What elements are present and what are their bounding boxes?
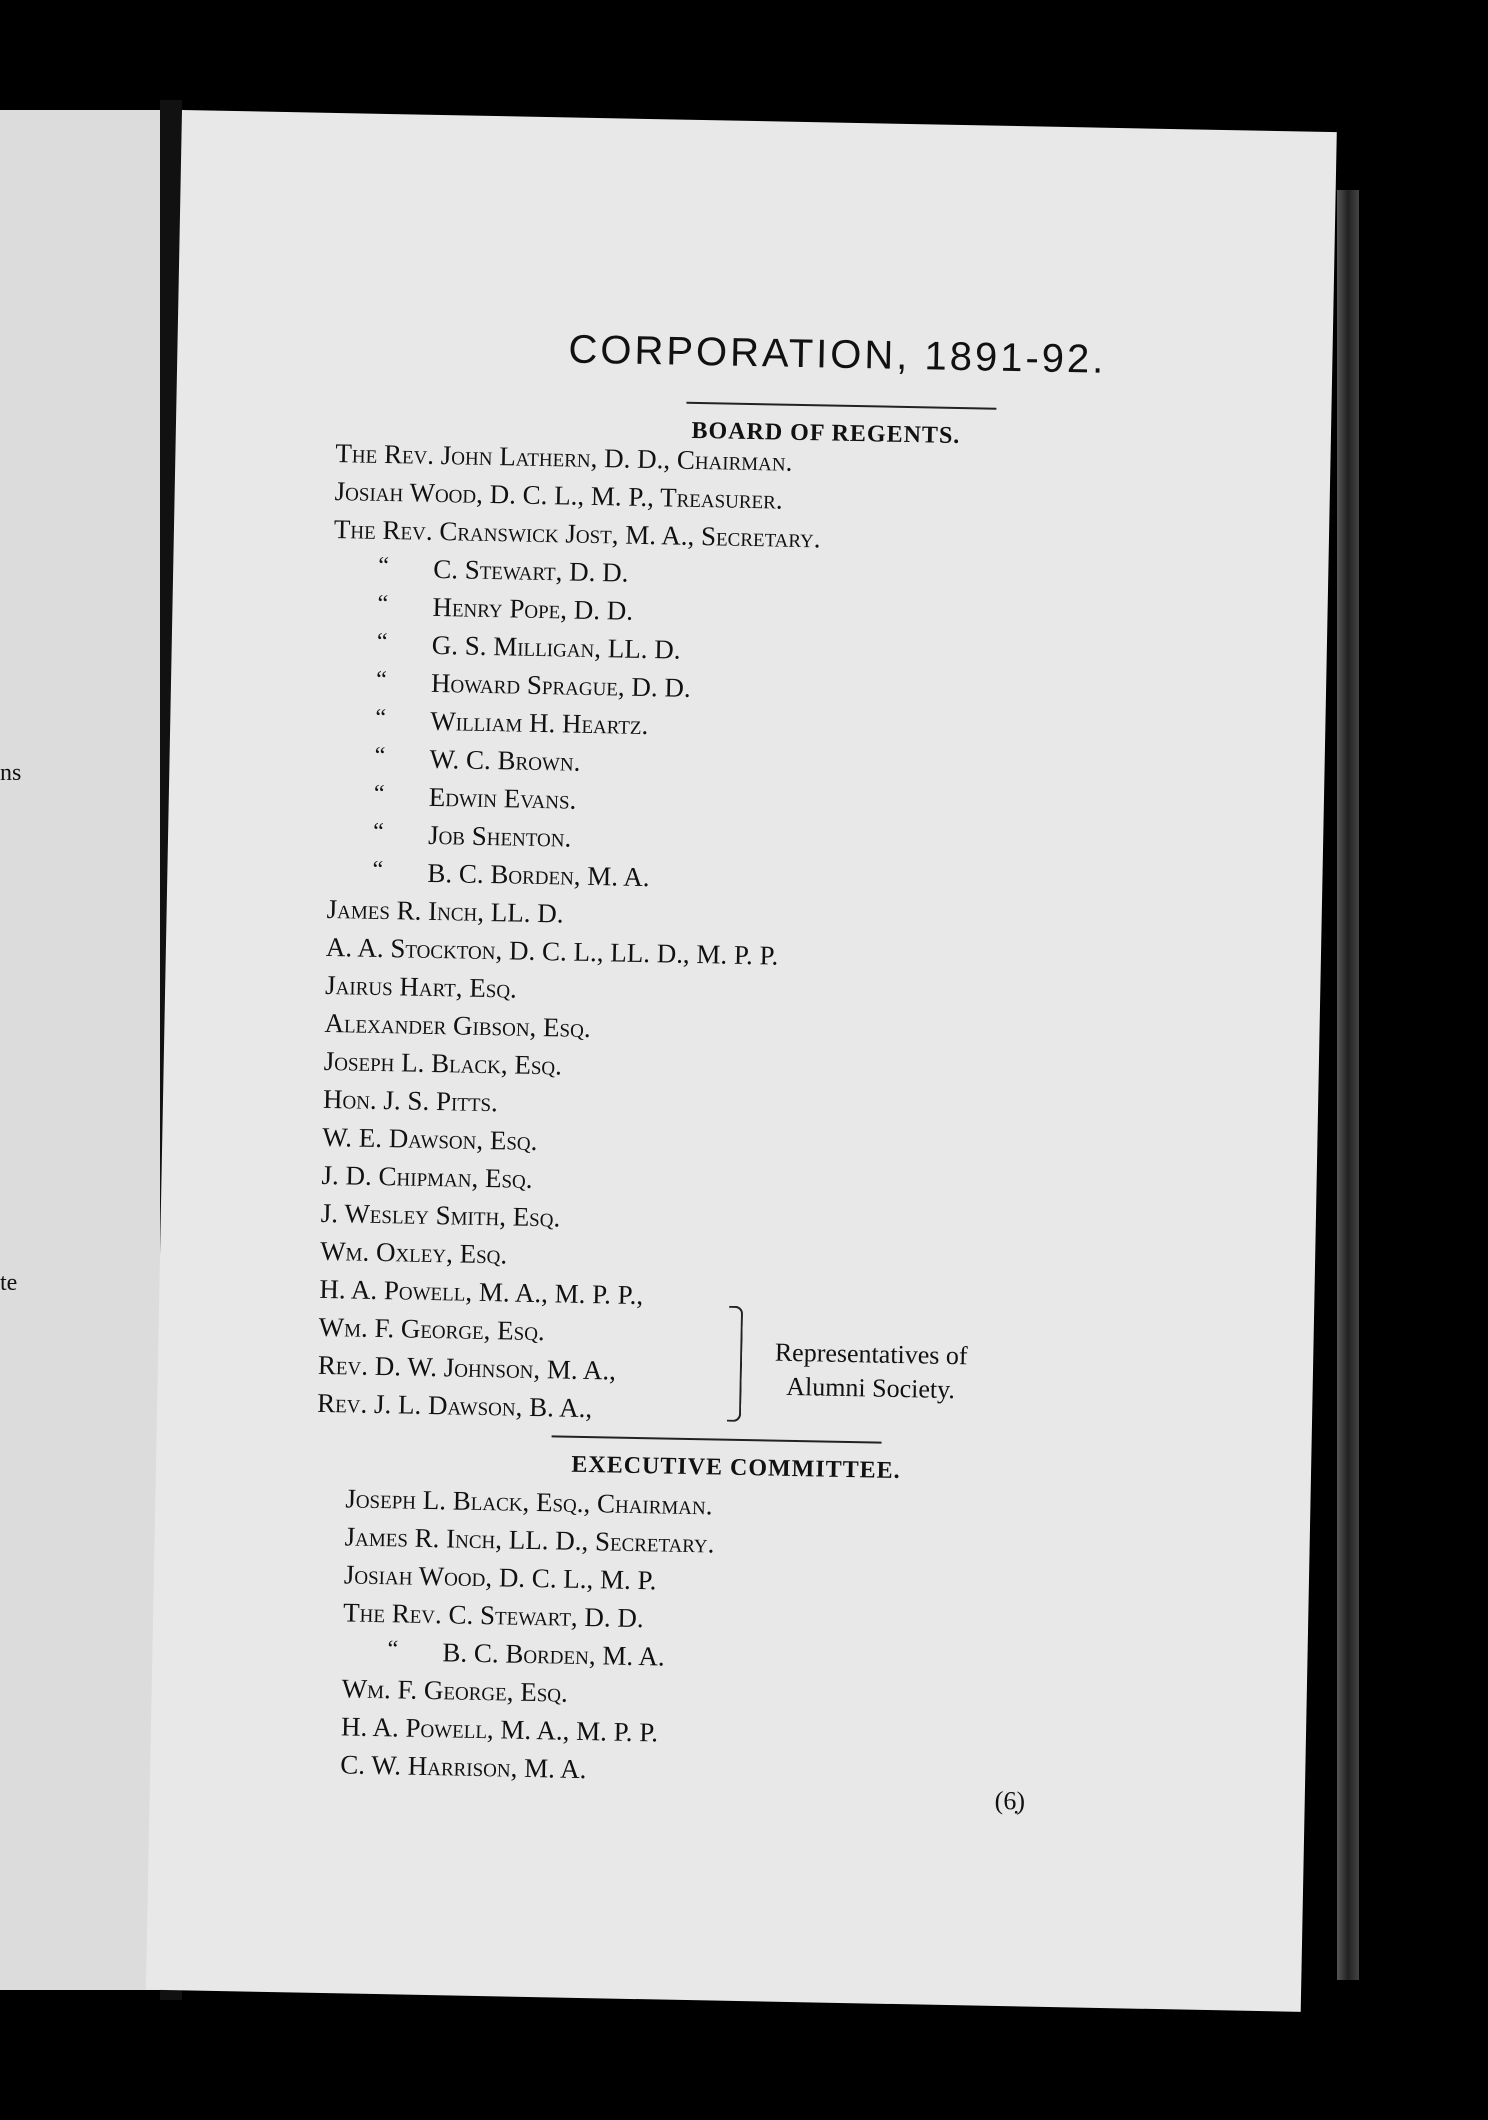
alumni-bracket (727, 1306, 743, 1422)
ditto-mark: “ (387, 1636, 399, 1663)
member-name: Howard Sprague, D. D. (430, 667, 691, 703)
member-name: Wm. Oxley, Esq. (319, 1235, 508, 1270)
member-name: William H. Heartz. (430, 705, 649, 741)
member-name: Rev. J. L. Dawson, B. A., (316, 1387, 593, 1424)
ditto-mark: “ (372, 856, 384, 883)
executive-rule (552, 1435, 882, 1443)
member-name: H. A. Powell, M. A., M. P. P., (319, 1273, 644, 1311)
ditto-mark: “ (375, 704, 387, 732)
member-name: Wm. F. George, Esq. (318, 1311, 546, 1347)
member-name: B. C. Borden, M. A. (427, 857, 650, 893)
ditto-mark: “ (372, 818, 385, 846)
ditto-mark: “ (378, 552, 390, 580)
book-page (146, 110, 1337, 2012)
member-name: G. S. Milligan, LL. D. (431, 629, 681, 665)
member-name: W. C. Brown. (429, 743, 581, 777)
alumni-note: Representatives of Alumni Society. (774, 1337, 968, 1405)
member-name: Job Shenton. (427, 819, 572, 853)
page-title: CORPORATION, 1891-92. (568, 327, 1107, 382)
ditto-mark: “ (377, 590, 389, 618)
member-name: Josiah Wood, D. C. L., M. P., Treasurer. (334, 476, 783, 515)
page-number: (6̣) (994, 1785, 1026, 1816)
member-name: Joseph L. Black, Esq., Chairman. (345, 1483, 713, 1521)
member-name: C. W. Harrison, M. A. (339, 1749, 587, 1785)
page-content (146, 110, 1337, 2012)
ditto-mark: “ (374, 742, 386, 770)
left-page-text: ns (0, 760, 22, 786)
executive-heading: EXECUTIVE COMMITTEE. (571, 1451, 901, 1485)
member-name: H. A. Powell, M. A., M. P. P. (340, 1711, 659, 1748)
member-name: Hon. J. S. Pitts. (322, 1083, 499, 1118)
member-name: Rev. D. W. Johnson, M. A., (317, 1349, 617, 1386)
ditto-mark: “ (373, 780, 385, 808)
board-heading: BOARD OF REGENTS. (691, 417, 961, 449)
member-name: The Rev. Cranswick Jost, M. A., Secretary. (333, 513, 821, 554)
left-page-text: te (0, 1270, 18, 1296)
ditto-mark: “ (375, 666, 388, 694)
member-name: J. Wesley Smith, Esq. (320, 1197, 561, 1233)
member-name: Jairus Hart, Esq. (324, 969, 518, 1004)
member-name: C. Stewart, D. D. (432, 553, 629, 588)
page-edge (1337, 190, 1359, 1980)
member-name: Edwin Evans. (428, 781, 577, 815)
member-name: Joseph L. Black, Esq. (323, 1045, 563, 1081)
member-name: James R. Inch, LL. D. (326, 893, 564, 929)
left-page-fragment (0, 110, 170, 1990)
member-name: The Rev. C. Stewart, D. D. (342, 1597, 644, 1634)
title-rule (686, 402, 996, 410)
member-name: J. D. Chipman, Esq. (321, 1159, 533, 1194)
member-name: The Rev. John Lathern, D. D., Chairman. (335, 438, 793, 477)
member-name: James R. Inch, LL. D., Secretary. (344, 1521, 715, 1559)
member-name: A. A. Stockton, D. C. L., LL. D., M. P. P. (325, 931, 779, 971)
member-name: B. C. Borden, M. A. (442, 1637, 665, 1672)
member-name: Henry Pope, D. D. (432, 591, 634, 626)
member-name: Wm. F. George, Esq. (341, 1673, 569, 1708)
member-name: Josiah Wood, D. C. L., M. P. (343, 1559, 657, 1596)
member-name: Alexander Gibson, Esq. (324, 1007, 591, 1044)
member-name: W. E. Dawson, Esq. (322, 1121, 538, 1157)
ditto-mark: “ (376, 628, 388, 656)
